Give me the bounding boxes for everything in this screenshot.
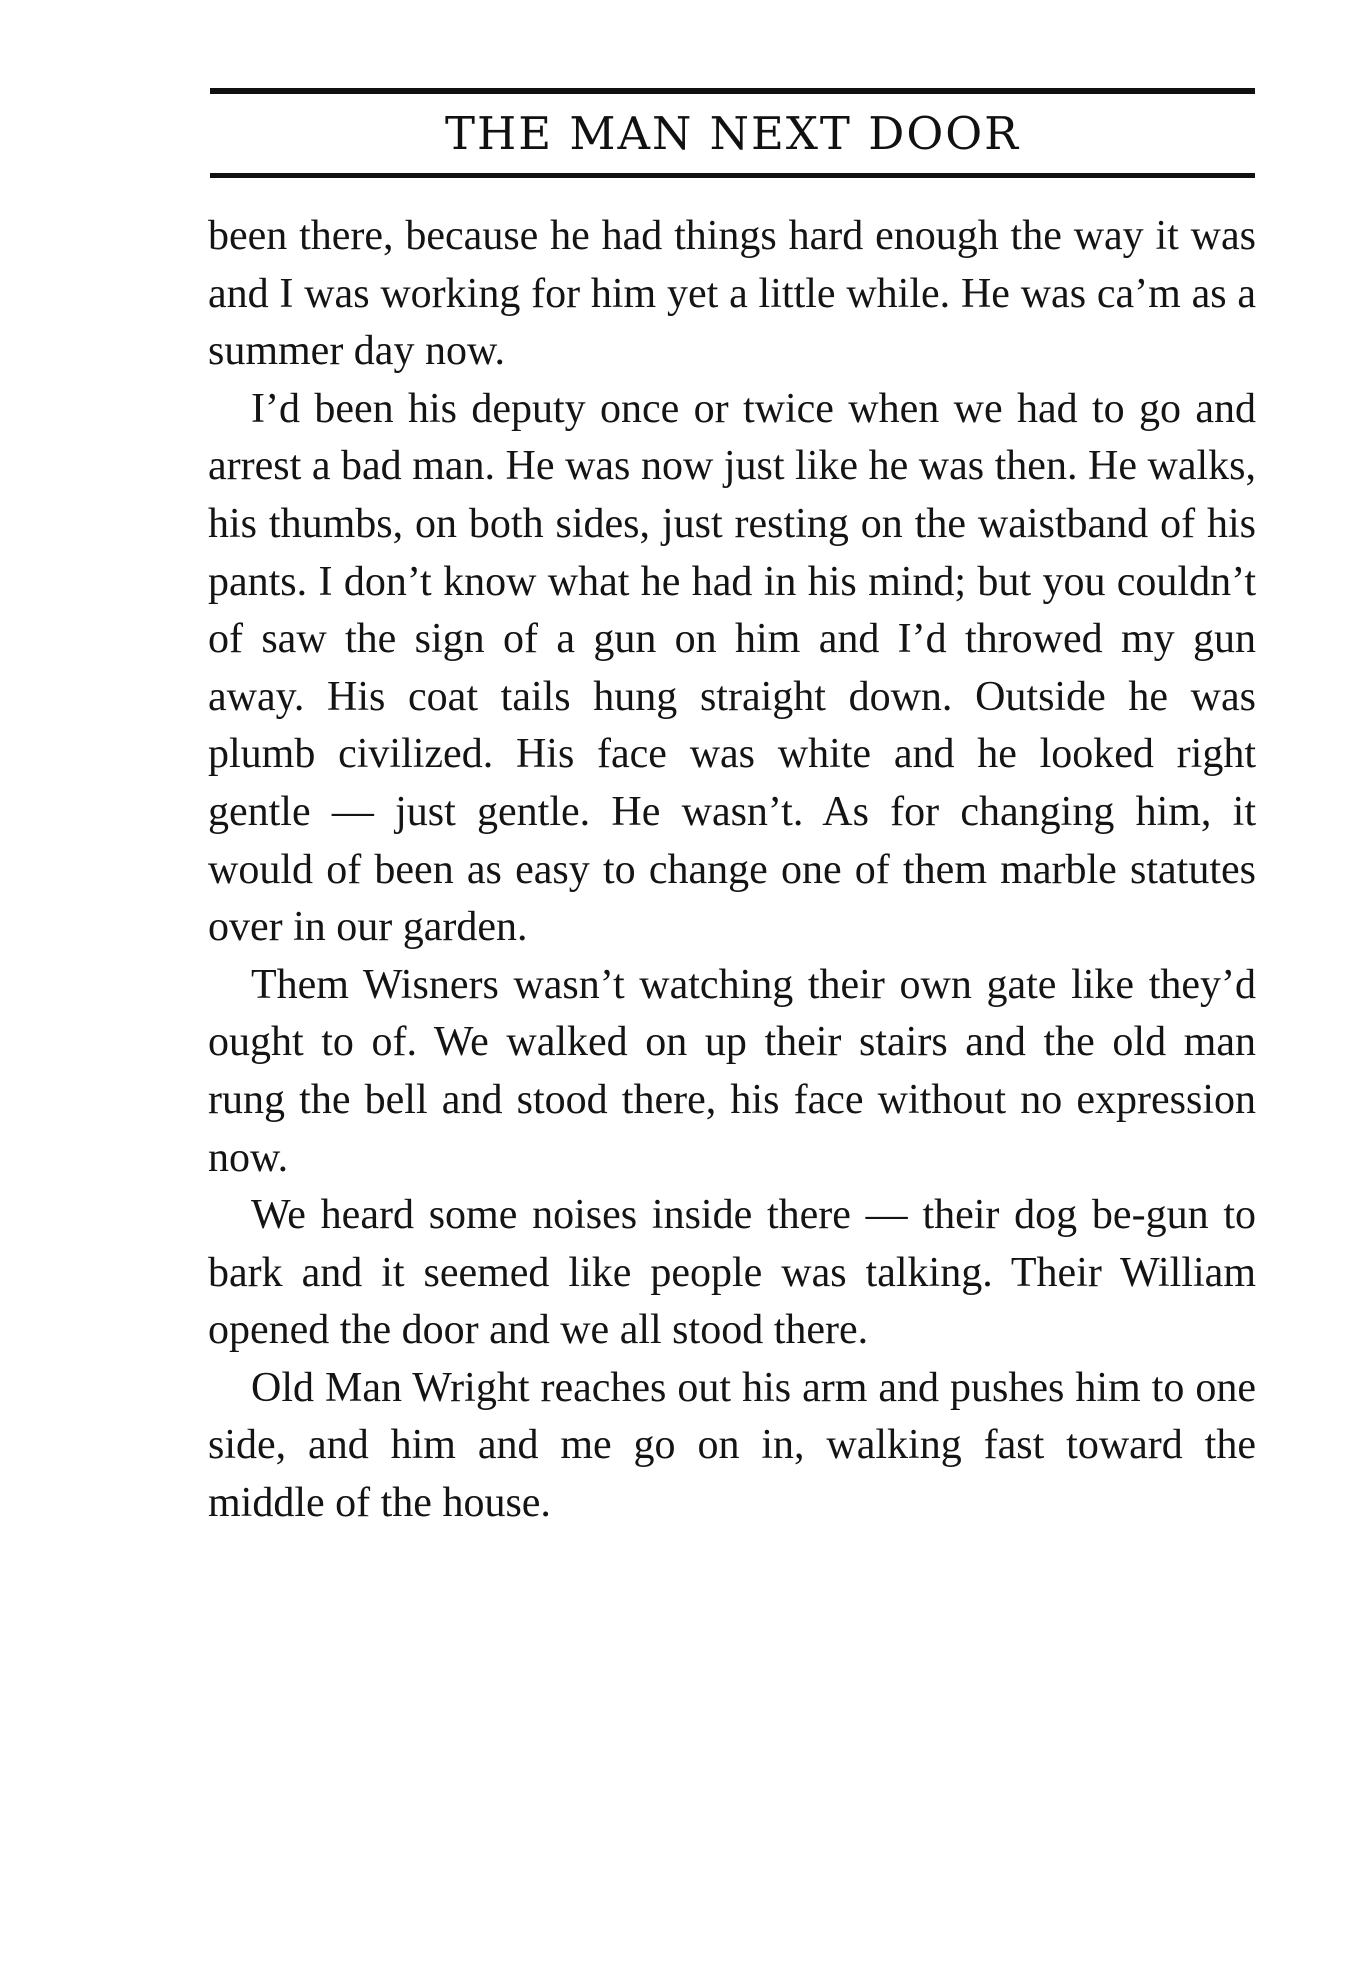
paragraph: Them Wisners wasn’t watching their own gate like they’d ought to of. We walked on up their stairs and the old man rung the bell and stood there, his face without no expression now.	[208, 961, 1256, 1181]
paragraph: We heard some noises inside there — their dog be-gun to bark and it seemed like people was talking. Their William opened the door and we all stood there.	[208, 1192, 1256, 1354]
paragraph: Old Man Wright reaches out his arm and pushes him to one side, and him and me go on in, walking fast toward the middle of the house.	[208, 1364, 1256, 1527]
header-rule-bottom	[210, 173, 1255, 178]
paragraph: been there, because he had things hard enough the way it was and I was working for him yet a little while. He was ca’m as a summer day now.	[208, 213, 1256, 375]
body-text	[208, 208, 1256, 1533]
paragraph: I’d been his deputy once or twice when we had to go and arrest a bad man. He was now just like he was then. He walks, his thumbs, on both sides, just resting on the waistband of his pants. I don’t know what he had in his mind; but you couldn’t of saw the sign of a gun on him and I’d throwed my gun away. His coat tails hung straight down. Outside he was plumb civilized. His face was white and he looked right gentle — just gentle. He wasn’t. As for changing him, it would of been as easy to change one of them marble statutes over in our garden.	[208, 385, 1256, 951]
running-head-title: THE MAN NEXT DOOR	[445, 107, 1020, 160]
header-rule-top	[210, 88, 1255, 94]
